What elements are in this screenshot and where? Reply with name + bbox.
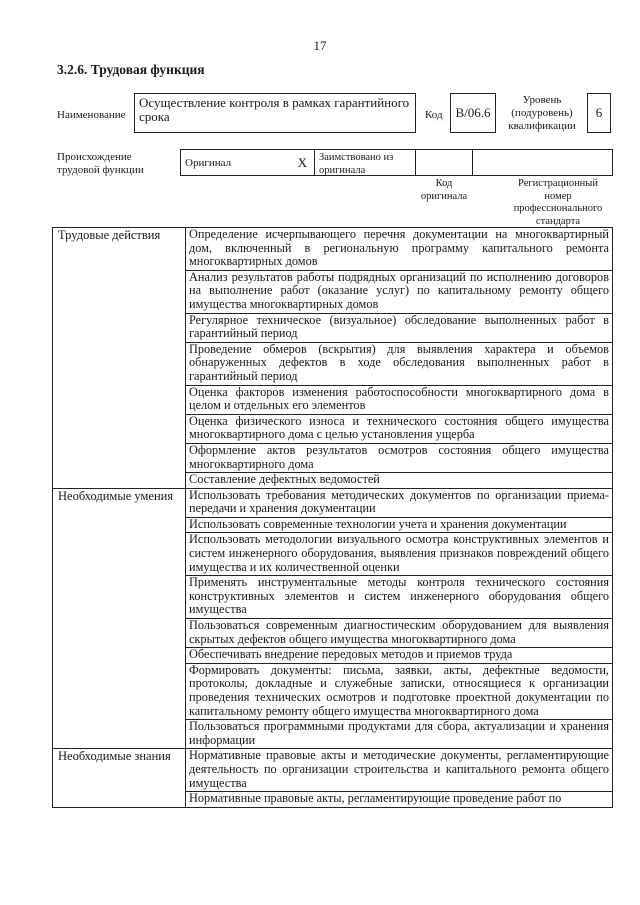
list-item: Обеспечивать внедрение передовых методов и приемов труда	[186, 648, 613, 664]
reg-number-label: Регистрационный номер профессионального стандарта	[513, 178, 603, 227]
table-row	[53, 749, 613, 792]
name-value-box	[134, 93, 416, 133]
list-item: Проведение обмеров (вскрытия) для выявления характера и объемов обнаруженных дефектов в ходе обследования выполненных работ в гарантийный период	[186, 342, 613, 385]
list-item: Нормативные правовые акты и методические документы, регламентирующие деятельность по организации строительства и капитального ремонта общего имущества	[186, 749, 613, 792]
requirements-table	[52, 227, 613, 808]
group-title: Необходимые умения	[53, 488, 186, 749]
list-item: Применять инструментальные методы контроля технического состояния конструктивных элементов и систем инженерного оборудования общего имущества	[186, 576, 613, 619]
list-item: Оценка физического износа и технического состояния общего имущества многоквартирного дома с целью установления ущерба	[186, 414, 613, 443]
list-item: Пользоваться программными продуктами для сбора, актуализации и хранения информации	[186, 720, 613, 749]
level-label: Уровень (подуровень) квалификации	[508, 94, 576, 132]
name-label: Наименование	[57, 109, 126, 121]
list-item: Нормативные правовые акты, регламентирующие проведение работ по	[186, 792, 613, 808]
level-value-box	[587, 93, 611, 133]
list-item: Оценка факторов изменения работоспособности многоквартирного дома в целом и отдельных его элементов	[186, 385, 613, 414]
list-item: Определение исчерпывающего перечня документации на многоквартирный дом, включенный в региональную программу капитального ремонта многоквартирных домов	[186, 228, 613, 271]
section-title: 3.2.6. Трудовая функция	[57, 62, 205, 77]
list-item: Составление дефектных ведомостей	[186, 473, 613, 489]
code-value-box	[450, 93, 496, 133]
reg-number-cell	[472, 149, 613, 176]
table-row	[53, 228, 613, 271]
list-item: Анализ результатов работы подрядных организаций по исполнению договоров на выполнение работ (оказание услуг) по капитальному ремонту общего имущества многоквартирных домов	[186, 270, 613, 313]
original-mark: X	[297, 155, 307, 170]
group-title: Трудовые действия	[53, 228, 186, 489]
table-row	[53, 488, 613, 517]
list-item: Пользоваться современным диагностическим оборудованием для выявления скрытых дефектов общего имущества многоквартирного дома	[186, 619, 613, 648]
code-value: B/06.6	[455, 105, 491, 120]
list-item: Формировать документы: письма, заявки, акты, дефектные ведомости, протоколы, докладные и служебные записки, относящиеся к организации проведения технических осмотров и подготовке проектной документации по капитальному ремонту общего имущества многоквартирного дома	[186, 663, 613, 719]
list-item: Использовать методологии визуального осмотра конструктивных элементов и систем инженерного оборудования, выявления признаков повреждений общего имущества и их количественной оценки	[186, 533, 613, 576]
page-number: 17	[313, 38, 327, 53]
list-item: Регулярное техническое (визуальное) обследование выполненных работ в гарантийный период	[186, 313, 613, 342]
borrowed-label: Заимствовано из оригинала	[319, 152, 394, 176]
list-item: Оформление актов результатов осмотров состояния общего имущества многоквартирного дома	[186, 443, 613, 472]
name-value: Осуществление контроля в рамках гарантийного срока	[139, 95, 410, 124]
original-cell	[180, 149, 315, 176]
level-value: 6	[595, 105, 603, 120]
code-label: Код	[425, 109, 443, 121]
original-label: Оригинал	[185, 157, 232, 169]
list-item: Использовать требования методических документов по организации приема-передачи и хранения документации	[186, 488, 613, 517]
code-original-label: Код оригинала	[420, 178, 468, 202]
borrowed-cell	[314, 149, 416, 176]
origin-label: Происхождение трудовой функции	[57, 151, 144, 176]
group-title: Необходимые знания	[53, 749, 186, 807]
code-original-cell	[415, 149, 473, 176]
list-item: Использовать современные технологии учета и хранения документации	[186, 517, 613, 533]
